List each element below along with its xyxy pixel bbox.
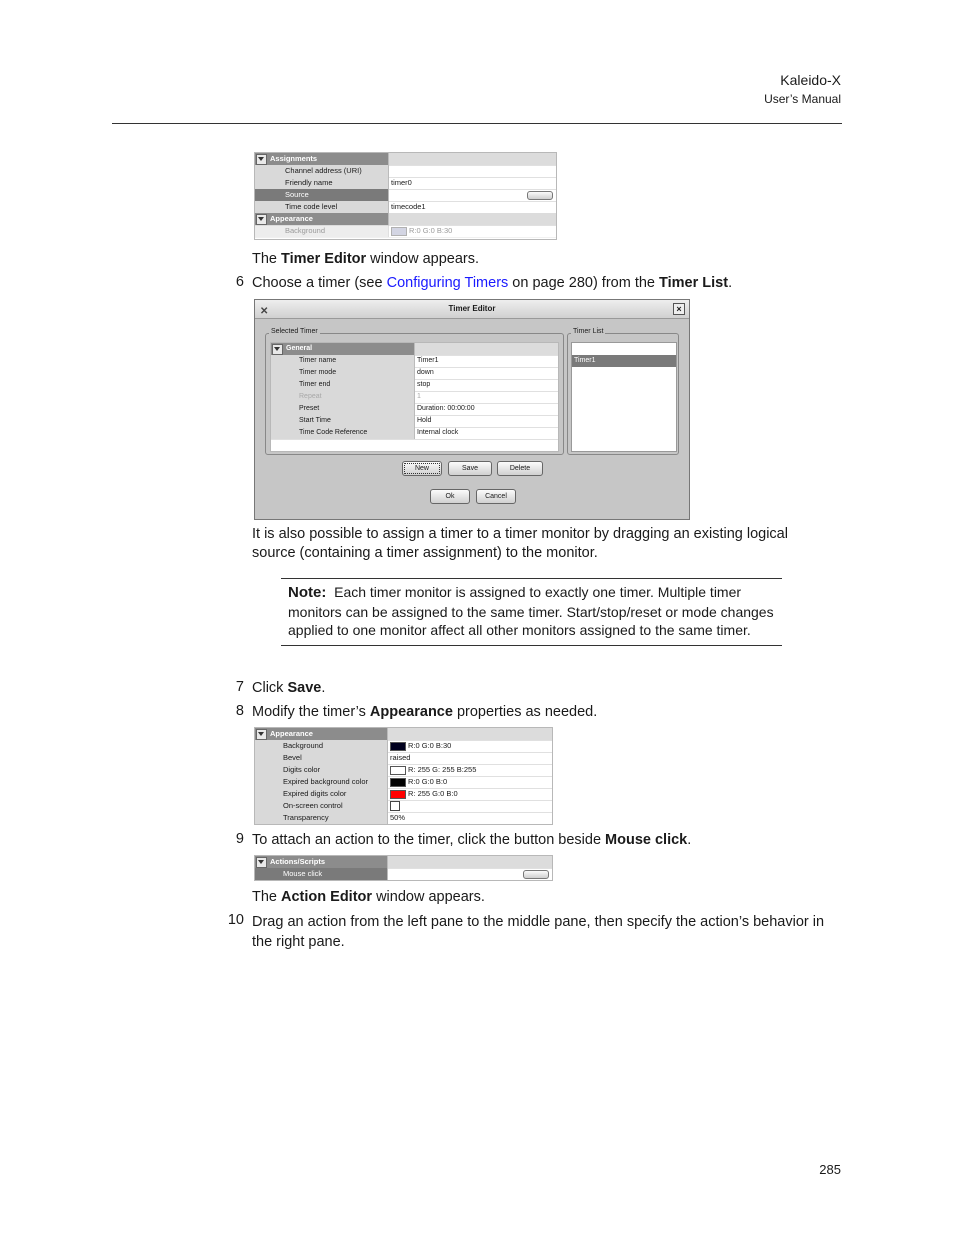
- property-label: Time Code Reference: [271, 427, 415, 439]
- category-label: General: [286, 345, 313, 352]
- selected-timer-group: [265, 328, 564, 455]
- color-swatch: [391, 227, 407, 236]
- step-text: Drag an action from the left pane to the middle pane, then specify the action’s behavior in the right pane.: [252, 914, 825, 950]
- collapse-triangle-icon[interactable]: [256, 729, 267, 740]
- category-label: Appearance: [270, 214, 313, 223]
- property-label: Friendly name: [255, 177, 389, 189]
- page-number: 285: [819, 1162, 841, 1177]
- step-number: 9: [235, 831, 244, 847]
- color-swatch[interactable]: [390, 742, 406, 751]
- paragraph: The Timer Editor window appears.: [252, 251, 479, 267]
- step-number: 10: [227, 912, 244, 928]
- property-label: Timer name: [271, 355, 415, 367]
- property-value[interactable]: stop: [417, 381, 431, 388]
- color-swatch[interactable]: [390, 778, 406, 787]
- property-value[interactable]: Internal clock: [417, 429, 459, 436]
- source-browse-button[interactable]: [527, 191, 553, 200]
- step-number: 8: [235, 703, 244, 719]
- property-label: Digits color: [255, 764, 388, 776]
- collapse-triangle-icon[interactable]: [256, 154, 267, 165]
- step-text: Choose a timer (see Configuring Timers on page 280) from the Timer List.: [252, 275, 733, 291]
- property-label: Expired background color: [255, 776, 388, 788]
- property-value[interactable]: [389, 165, 391, 177]
- group-label: Selected Timer: [271, 328, 318, 335]
- header-subtitle: User’s Manual: [764, 92, 841, 106]
- property-label: Preset: [271, 403, 415, 415]
- step-number: 6: [235, 274, 244, 290]
- step-number: 7: [235, 679, 244, 695]
- category-label: Appearance: [270, 729, 313, 738]
- timer-list: [571, 342, 677, 452]
- on-screen-control-checkbox[interactable]: [390, 801, 400, 811]
- property-label: Start Time: [271, 415, 415, 427]
- step-text: To attach an action to the timer, click the button beside Mouse click.: [252, 832, 692, 848]
- property-label: Time code level: [255, 201, 389, 213]
- property-value[interactable]: Hold: [417, 417, 432, 424]
- new-button[interactable]: New: [402, 461, 442, 476]
- timer-list-item-selected[interactable]: Timer1: [572, 355, 676, 367]
- delete-button[interactable]: Delete: [497, 461, 543, 476]
- mouse-click-action-button[interactable]: [523, 870, 549, 879]
- property-value: R: 255 G: 255 B:255: [408, 765, 477, 774]
- property-label: Timer mode: [271, 367, 415, 379]
- step-text: Click Save.: [252, 680, 326, 696]
- ok-button[interactable]: Ok: [430, 489, 470, 504]
- collapse-triangle-icon[interactable]: [256, 857, 267, 868]
- property-label: Timer end: [271, 379, 415, 391]
- property-label: Background: [255, 740, 388, 752]
- category-label: Actions/Scripts: [270, 857, 326, 866]
- property-value: R:0 G:0 B:30: [409, 226, 453, 235]
- collapse-triangle-icon[interactable]: [272, 344, 283, 355]
- configuring-timers-link[interactable]: Configuring Timers: [386, 275, 509, 291]
- timer-list-group: [567, 328, 679, 455]
- property-value: R: 255 G:0 B:0: [408, 789, 458, 798]
- property-label: Expired digits color: [255, 788, 388, 800]
- property-value[interactable]: Duration: 00:00:00: [417, 405, 475, 412]
- property-row[interactable]: [255, 225, 556, 238]
- window-titlebar[interactable]: [255, 300, 689, 319]
- property-value[interactable]: timecode1: [391, 202, 426, 211]
- property-label: Transparency: [255, 812, 388, 824]
- property-value[interactable]: down: [417, 369, 434, 376]
- color-swatch[interactable]: [390, 766, 406, 775]
- window-title: Timer Editor: [448, 304, 496, 313]
- header-title: Kaleido-X: [780, 72, 841, 88]
- mouse-click-row[interactable]: [255, 868, 552, 881]
- property-value[interactable]: Timer1: [417, 357, 439, 364]
- close-icon[interactable]: ×: [673, 303, 685, 315]
- property-row[interactable]: [255, 812, 552, 825]
- property-value: R:0 G:0 B:30: [408, 741, 452, 750]
- property-value: 1: [417, 393, 421, 400]
- save-button[interactable]: Save: [448, 461, 492, 476]
- cancel-button[interactable]: Cancel: [476, 489, 516, 504]
- assignments-property-panel: [254, 152, 557, 240]
- step-text: Modify the timer’s Appearance properties as needed.: [252, 704, 598, 720]
- note-text: Each timer monitor is assigned to exactly one timer. Multiple timer monitors can be assigned to the same timer. Start/stop/reset or mode changes applied to one monitor affect all other monitors assigned to the same timer.: [288, 584, 774, 639]
- paragraph: The Action Editor window appears.: [252, 889, 485, 905]
- property-value[interactable]: 50%: [390, 813, 406, 822]
- appearance-property-panel: [254, 727, 553, 825]
- property-label: Bevel: [255, 752, 388, 764]
- note-box: [281, 578, 782, 646]
- property-value: R:0 G:0 B:0: [408, 777, 448, 786]
- paragraph: It is also possible to assign a timer to a timer monitor by dragging an existing logical source (containing a timer assignment) to the monitor.: [252, 526, 788, 561]
- category-label: Assignments: [270, 154, 318, 163]
- note-label: Note:: [288, 584, 327, 601]
- timer-property-grid: [270, 342, 559, 452]
- property-row[interactable]: [271, 427, 558, 440]
- collapse-triangle-icon[interactable]: [256, 214, 267, 225]
- property-label: Background: [255, 225, 389, 237]
- property-label: Channel address (URI): [255, 165, 389, 177]
- group-label: Timer List: [573, 328, 604, 335]
- header-rule: [112, 123, 842, 124]
- property-label: Source: [255, 189, 389, 201]
- app-logo-icon: ✕: [260, 306, 269, 317]
- property-label: On-screen control: [255, 800, 388, 812]
- property-label: Mouse click: [255, 868, 388, 880]
- actions-property-panel: [254, 855, 553, 881]
- timer-editor-window: [254, 299, 690, 520]
- color-swatch[interactable]: [390, 790, 406, 799]
- property-label: Repeat: [271, 391, 415, 403]
- property-value[interactable]: timer0: [391, 178, 412, 187]
- property-value[interactable]: raised: [390, 753, 411, 762]
